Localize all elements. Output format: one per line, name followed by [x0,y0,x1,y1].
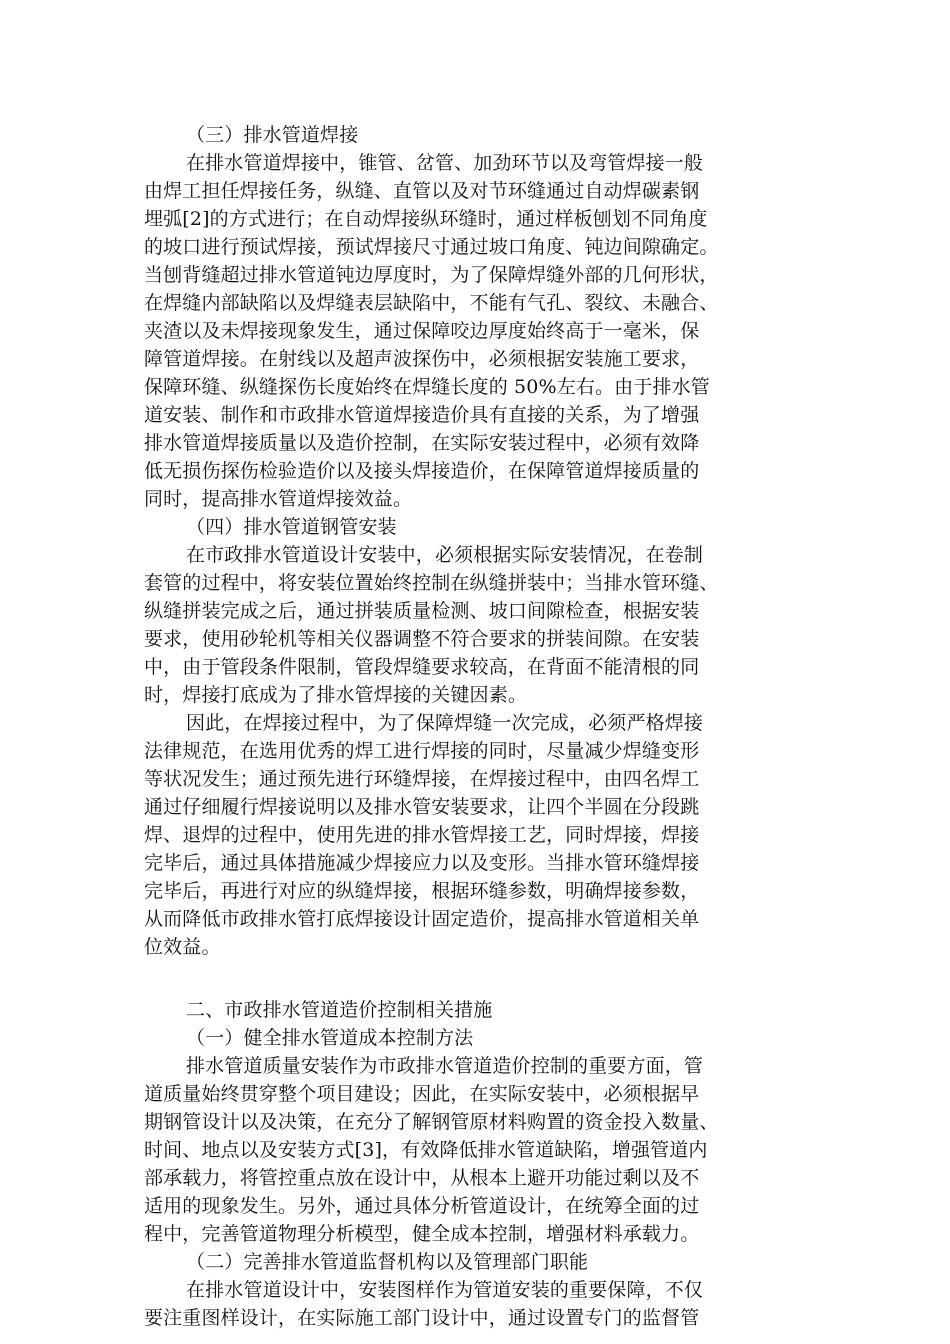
paragraph-line: 夹渣以及未焊接现象发生，通过保障咬边厚度始终高于一毫米，保 [144,320,700,342]
chapter-heading-2: 二、市政排水管道造价控制相关措施 [186,999,493,1021]
paragraph-line: 的坡口进行预试焊接，预试焊接尺寸通过坡口角度、钝边间隙确定。 [144,236,719,258]
paragraph-line: 部承载力，将管控重点放在设计中，从根本上避开功能过剩以及不 [144,1167,700,1189]
paragraph-line: 完毕后，再进行对应的纵缝焊接，根据环缝参数，明确焊接参数， [144,880,700,902]
paragraph-line: 由焊工担任焊接任务，纵缝、直管以及对节环缝通过自动焊碳素钢 [144,180,700,202]
paragraph-line: 在焊缝内部缺陷以及焊缝表层缺陷中，不能有气孔、裂纹、未融合、 [144,292,719,314]
paragraph-line: 道质量始终贯穿整个项目建设；因此，在实际安装中，必须根据早 [144,1083,700,1105]
paragraph-line: 要注重图样设计，在实际施工部门设计中，通过设置专门的监督管 [144,1307,700,1329]
paragraph-line: 纵缝拼装完成之后，通过拼装质量检测、坡口间隙检查，根据安装 [144,600,700,622]
paragraph-line: 期钢管设计以及决策，在充分了解钢管原材料购置的资金投入数量、 [144,1111,719,1133]
paragraph-line: 保障环缝、纵缝探伤长度始终在焊缝长度的 50%左右。由于排水管 [144,376,710,398]
paragraph-line: 要求，使用砂轮机等相关仪器调整不符合要求的拼装间隙。在安装 [144,628,700,650]
paragraph-line: 法律规范，在选用优秀的焊工进行焊接的同时，尽量减少焊缝变形 [144,740,700,762]
paragraph-line: 当刨背缝超过排水管道钝边厚度时，为了保障焊缝外部的几何形状， [144,264,719,286]
paragraph-line: 位效益。 [144,936,221,958]
paragraph-line: 等状况发生；通过预先进行环缝焊接，在焊接过程中，由四名焊工 [144,768,700,790]
paragraph-line: 中，由于管段条件限制，管段焊缝要求较高，在背面不能清根的同 [144,656,700,678]
paragraph-line: 排水管道质量安装作为市政排水管道造价控制的重要方面，管 [186,1055,704,1077]
paragraph-line: 同时，提高排水管道焊接效益。 [144,488,413,510]
paragraph-line: 程中，完善管道物理分析模型，健全成本控制，增强材料承载力。 [144,1223,700,1245]
paragraph-line: 焊、退焊的过程中，使用先进的排水管焊接工艺，同时焊接，焊接 [144,824,700,846]
paragraph-line: 低无损伤探伤检验造价以及接头焊接造价，在保障管道焊接质量的 [144,460,700,482]
paragraph-line: 适用的现象发生。另外，通过具体分析管道设计，在统筹全面的过 [144,1195,700,1217]
section-heading-4: （四）排水管道钢管安装 [186,516,397,538]
paragraph-line: 从而降低市政排水管打底焊接设计固定造价，提高排水管道相关单 [144,908,700,930]
paragraph-line: 埋弧[2]的方式进行；在自动焊接纵环缝时，通过样板刨划不同角度 [144,208,708,230]
section-heading-1: （一）健全排水管道成本控制方法 [186,1027,474,1049]
paragraph-line: 在市政排水管道设计安装中，必须根据实际安装情况，在卷制 [186,544,704,566]
paragraph-line: 时间、地点以及安装方式[3]，有效降低排水管道缺陷，增强管道内 [144,1139,708,1161]
paragraph-line: 在排水管道焊接中，锥管、岔管、加劲环节以及弯管焊接一般 [186,152,704,174]
paragraph-line: 时，焊接打底成为了排水管焊接的关键因素。 [144,684,528,706]
section-heading-2: （二）完善排水管道监督机构以及管理部门职能 [186,1251,589,1273]
paragraph-line: 障管道焊接。在射线以及超声波探伤中，必须根据安装施工要求， [144,348,700,370]
section-heading-3: （三）排水管道焊接 [186,124,359,146]
paragraph-line: 通过仔细履行焊接说明以及排水管安装要求，让四个半圆在分段跳 [144,796,700,818]
paragraph-line: 套管的过程中，将安装位置始终控制在纵缝拼装中；当排水管环缝、 [144,572,719,594]
paragraph-line: 完毕后，通过具体措施减少焊接应力以及变形。当排水管环缝焊接 [144,852,700,874]
paragraph-line: 因此，在焊接过程中，为了保障焊缝一次完成，必须严格焊接 [186,712,704,734]
paragraph-line: 在排水管道设计中，安装图样作为管道安装的重要保障，不仅 [186,1279,704,1301]
paragraph-line: 道安装、制作和市政排水管道焊接造价具有直接的关系，为了增强 [144,404,700,426]
paragraph-line: 排水管道焊接质量以及造价控制，在实际安装过程中，必须有效降 [144,432,700,454]
